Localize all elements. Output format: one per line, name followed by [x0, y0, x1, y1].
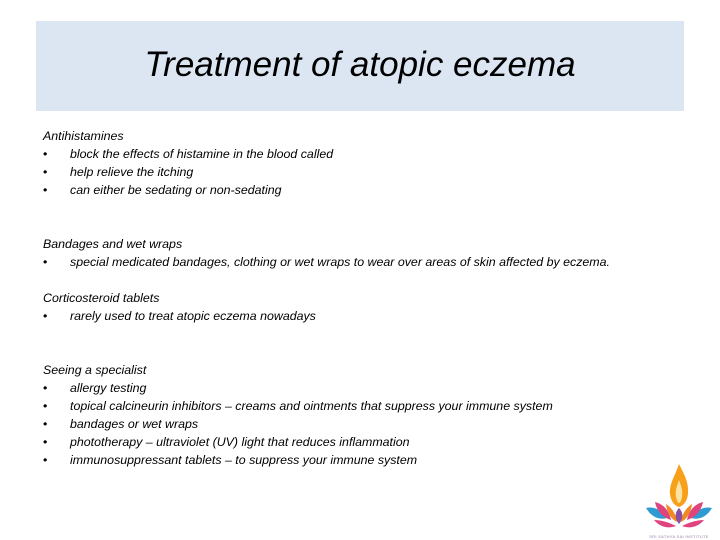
bullet-list [43, 379, 703, 469]
lotus-flame-icon [640, 462, 718, 536]
bullet-item: • special medicated bandages, clothing or wet wraps to wear over areas of skin affected by eczema. [43, 253, 703, 271]
section-bandages [43, 235, 703, 271]
bullet-item: • topical calcineurin inhibitors – creams and ointments that suppress your immune system [43, 397, 703, 415]
bullet-item: • phototherapy – ultraviolet (UV) light that reduces inflammation [43, 433, 703, 451]
logo-caption: SRI SATHYA SAI INSTITUTE [649, 534, 709, 539]
petal-base-left [654, 520, 676, 527]
bullet-list [43, 145, 703, 199]
section-heading: Bandages and wet wraps [43, 237, 183, 251]
section-heading: Seeing a specialist [43, 363, 147, 377]
slide-content [43, 127, 703, 469]
section-specialist [43, 361, 703, 469]
bullet-list [43, 253, 703, 271]
title-band [36, 21, 684, 111]
section-antihistamines [43, 127, 703, 199]
bullet-list [43, 307, 703, 325]
section-heading: Corticosteroid tablets [43, 291, 160, 305]
bullet-item: • block the effects of histamine in the blood called [43, 145, 703, 163]
section-heading: Antihistamines [43, 129, 124, 143]
bullet-item: • rarely used to treat atopic eczema nowadays [43, 307, 703, 325]
section-corticosteroid [43, 289, 703, 325]
lotus-flame-logo-icon [640, 462, 718, 540]
slide-title: Treatment of atopic eczema [144, 45, 576, 84]
bullet-item: • bandages or wet wraps [43, 415, 703, 433]
bullet-item: • can either be sedating or non-sedating [43, 181, 703, 199]
bullet-item: • allergy testing [43, 379, 703, 397]
petal-base-right [682, 520, 704, 527]
bullet-item: • immunosuppressant tablets – to suppress your immune system [43, 451, 703, 469]
bullet-item: • help relieve the itching [43, 163, 703, 181]
